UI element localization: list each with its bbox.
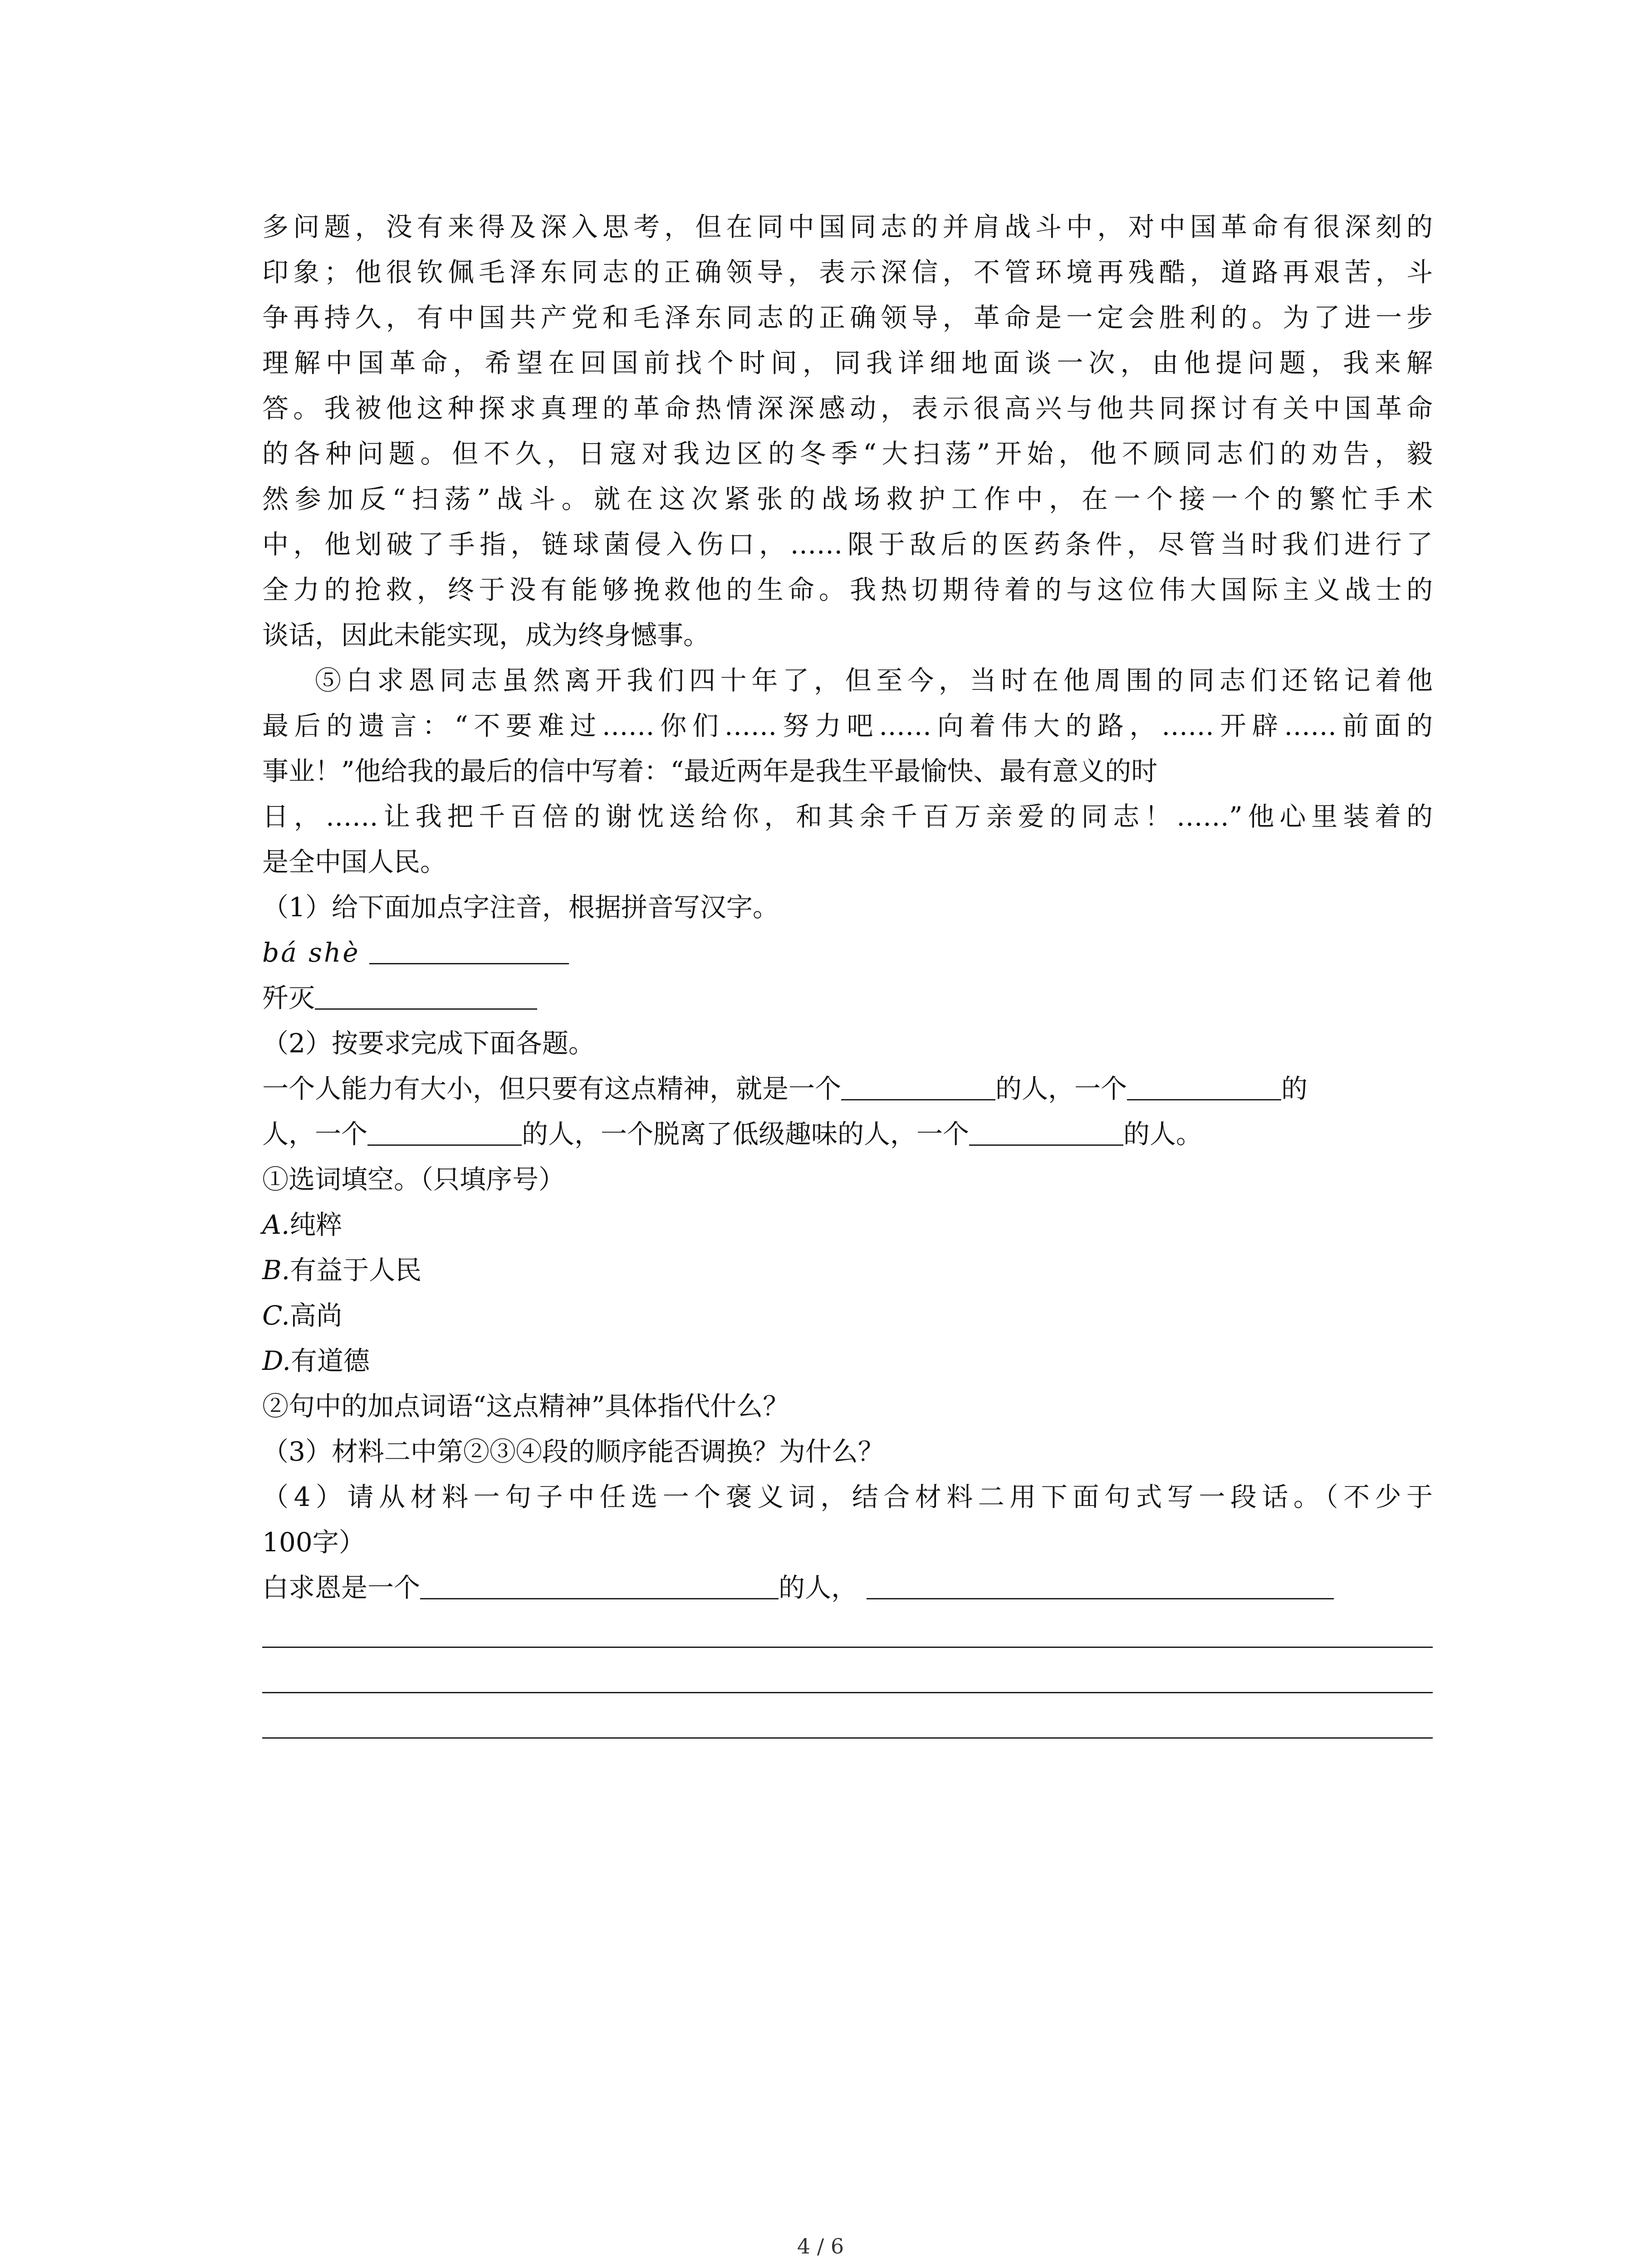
option-text: 纯粹 [289,1209,343,1240]
answer-rule [262,1737,1433,1739]
fill-blank-2[interactable] [1127,1073,1281,1100]
question-4-line-1: （4）请从材料一句子中任选一个褒义词，结合材料二用下面句式写一段话。（不少于 [262,1481,1433,1512]
sentence-text: 的人，一个脱离了低级趣味的人，一个 [522,1119,970,1149]
page-number: 4 / 6 [797,2234,844,2258]
option-letter: A. [262,1209,290,1240]
option-letter: C. [262,1300,290,1331]
question-1 [262,885,1433,1021]
writing-line[interactable] [262,1610,1433,1656]
passage-line: 理解中国革命，希望在回国前找个时间，同我详细地面谈一次，由他提问题，我来解 [262,347,1433,378]
fill-sentence-line-2 [262,1111,1433,1157]
passage-line: 全力的抢救，终于没有能够挽救他的生命。我热切期待着的与这位伟大国际主义战士的 [262,574,1433,605]
pinyin-row [262,930,1433,975]
passage-line: 争再持久，有中国共产党和毛泽东同志的正确领导，革命是一定会胜利的。为了进一步 [262,302,1433,333]
passage-line: 是全中国人民。 [262,846,447,877]
question-4-line-2: 100字） [262,1527,365,1558]
sentence-text: 的人，一个 [995,1073,1127,1104]
passage-line: 然参加反“扫荡”战斗。就在这次紧张的战场救护工作中，在一个接一个的繁忙手术 [262,484,1433,514]
passage-line: 日，……让我把千百倍的谢忱送给你，和其余千百万亲爱的同志！……”他心里装着的 [262,801,1433,832]
option-c [262,1293,1433,1338]
passage-line: 印象；他很钦佩毛泽东同志的正确领导，表示深信，不管环境再残酷，道路再艰苦，斗 [262,257,1433,288]
sentence-text: 的人。 [1123,1119,1203,1149]
writing-line[interactable] [262,1656,1433,1701]
passage-line: ⑤白求恩同志虽然离开我们四十年了，但至今，当时在他周围的同志们还铭记着他 [315,665,1433,696]
question-3: （3）材料二中第②③④段的顺序能否调换？为什么？ [262,1436,884,1467]
answer-blank-pinyin[interactable] [315,982,537,1010]
passage-line: 最后的遗言：“不要难过……你们……努力吧……向着伟大的路，……开辟……前面的 [262,710,1433,741]
fill-sentence-line-1 [262,1066,1433,1111]
fill-blank-4[interactable] [969,1118,1123,1146]
sentence-text: 的 [1281,1073,1308,1104]
question-1-title: （1）给下面加点字注音，根据拼音写汉字。 [262,892,779,923]
word-text: 歼灭 [262,982,315,1013]
option-letter: B. [262,1255,290,1286]
passage-line: 事业！”他给我的最后的信中写着：“最近两年是我生平最愉快、最有意义的时 [262,756,1158,787]
option-letter: D. [262,1345,291,1376]
writing-line[interactable] [262,1701,1433,1746]
sub-question-1: ①选词填空。（只填序号） [262,1164,565,1195]
passage-line: 谈话，因此未能实现，成为终身憾事。 [262,620,710,650]
passage-line: 的各种问题。但不久，日寇对我边区的冬季“大扫荡”开始，他不顾同志们的劝告，毅 [262,438,1433,469]
passage-paragraph-5 [262,658,1433,885]
answer-rule [262,1647,1433,1648]
page-content [262,204,1433,1746]
question-4 [262,1474,1433,1746]
question-2 [262,1021,1433,1429]
writing-blank-1[interactable] [420,1572,779,1599]
option-text: 高尚 [289,1300,343,1331]
option-text: 有益于人民 [290,1255,422,1286]
writing-blank-2[interactable] [867,1572,1334,1599]
passage-line: 多问题，没有来得及深入思考，但在同中国同志的并肩战斗中，对中国革命有很深刻的 [262,211,1433,242]
sub-question-2: ②句中的加点词语“这点精神”具体指代什么？ [262,1391,789,1422]
sentence-text: 人，一个 [262,1119,368,1149]
sentence-text: 一个人能力有大小，但只要有这点精神，就是一个 [262,1073,842,1104]
pinyin-text: bá shè [262,937,360,968]
question-2-title: （2）按要求完成下面各题。 [262,1028,595,1059]
passage-line: 答。我被他这种探求真理的革命热情深深感动，表示很高兴与他共同探讨有关中国革命 [262,393,1433,424]
prompt-text: 的人， [779,1572,858,1603]
prompt-text: 白求恩是一个 [262,1572,421,1603]
answer-rule [262,1692,1433,1693]
passage-paragraph-4 [262,204,1433,658]
option-a [262,1202,1433,1247]
fill-blank-1[interactable] [841,1073,995,1100]
fill-blank-3[interactable] [367,1118,522,1146]
word-row [262,975,1433,1021]
option-text: 有道德 [290,1345,370,1376]
option-b [262,1247,1433,1293]
writing-prompt-row [262,1565,1433,1610]
option-d [262,1338,1433,1383]
passage-line: 中，他划破了手指，链球菌侵入伤口，……限于敌后的医药条件，尽管当时我们进行了 [262,529,1433,560]
answer-blank-hanzi[interactable] [369,937,569,964]
